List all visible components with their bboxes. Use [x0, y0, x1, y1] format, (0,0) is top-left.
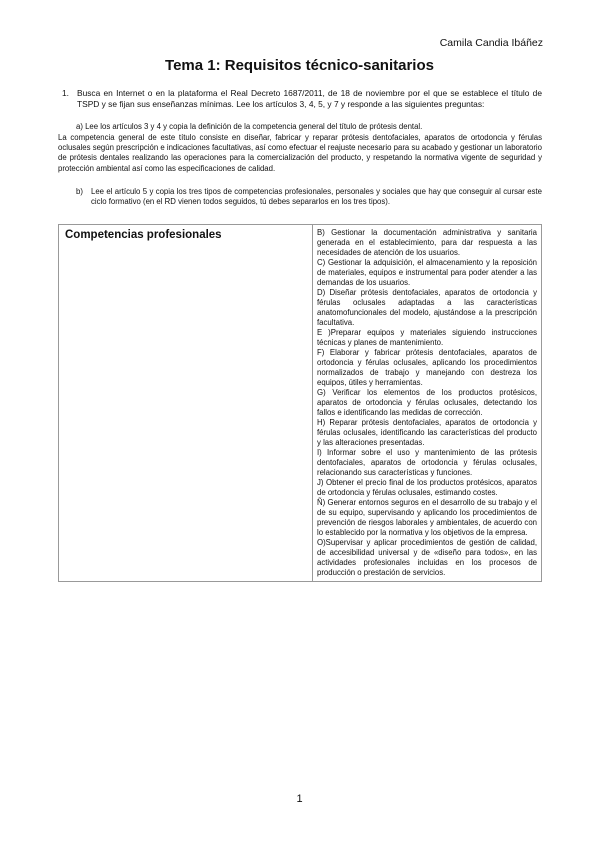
- question-a: a) Lee los artículos 3 y 4 y copia la definición de la competencia general del título de prótesis dental.: [76, 122, 423, 131]
- list-item: E )Preparar equipos y materiales siguiendo instrucciones técnicas y planes de mantenimiento.: [317, 328, 537, 347]
- list-item: O)Supervisar y aplicar procedimientos de gestión de calidad, de accesibilidad universal y de «diseño para todos», en las actividades profesionales incluidas en los procesos de producción o prestación de servicios.: [317, 538, 537, 577]
- list-item: Ñ) Generar entornos seguros en el desarrollo de su trabajo y el de su equipo, supervisando y aplicando los procedimientos de prevención de riesgos laborales y ambientales, de acuerdo con lo establecido por la normativa y los objetivos de la empresa.: [317, 498, 537, 537]
- list-item: B) Gestionar la documentación administrativa y sanitaria generada en el establecimiento, para dar respuesta a las necesidades de atención de los usuarios.: [317, 228, 537, 257]
- list-item: G) Verificar los elementos de los productos protésicos, aparatos de ortodoncia y férulas oclusales, detectando los fallos e identificando las medidas de corrección.: [317, 388, 537, 417]
- list-item: H) Reparar prótesis dentofaciales, aparatos de ortodoncia y férulas oclusales, identificando las características del producto y las alteraciones presentadas.: [317, 418, 537, 447]
- question-b: [76, 187, 542, 207]
- competencias-list: [313, 225, 542, 582]
- question-number: 1.: [62, 88, 69, 98]
- page-number: 1: [296, 793, 303, 805]
- question-1: [62, 88, 542, 109]
- question-1-text: Busca en Internet o en la plataforma el Real Decreto 1687/2011, de 18 de noviembre por el que se establece el título de TSPD y se fijan sus enseñanzas mínimas. Lee los artículos 3, 4, 5, y 7 y responde a las siguientes preguntas:: [77, 88, 542, 109]
- list-item: J) Obtener el precio final de los productos protésicos, aparatos de ortodoncia y férulas oclusales, estimando costes.: [317, 478, 537, 497]
- list-item: I) Informar sobre el uso y mantenimiento de las prótesis dentofaciales, aparatos de ortodoncia y férulas oclusales, relacionando sus características y funciones.: [317, 448, 537, 477]
- list-item: F) Elaborar y fabricar prótesis dentofaciales, aparatos de ortodoncia y férulas oclusales, aplicando los procedimientos normalizados de trabajo y manejando con destreza los equipos, útiles y herramientas.: [317, 348, 537, 387]
- answer-a-paragraph: La competencia general de este título consiste en diseñar, fabricar y reparar prótesis dentofaciales, aparatos de ortodoncia y férulas oclusales según prescripción e indicaciones facultativas, así como efectuar el reajuste necesario para su acabado y gestionar un laboratorio de prótesis dentales realizando las operaciones para la comercialización del producto, y respetando la normativa vigente de seguridad y protección ambiental así como las especificaciones de calidad.: [58, 133, 542, 173]
- page-title: Tema 1: Requisitos técnico-sanitarios: [165, 57, 434, 74]
- competencias-table: [58, 224, 542, 582]
- list-item: D) Diseñar prótesis dentofaciales, aparatos de ortodoncia y férulas oclusales adaptadas a las características anatomofuncionales del modelo, ajustándose a la prescripción facultativa.: [317, 288, 537, 327]
- question-b-text: Lee el artículo 5 y copia los tres tipos de competencias profesionales, personales y sociales que hay que conseguir al cursar este ciclo formativo (en el RD vienen todos seguidos, tú debes separarlos en los tres tipos).: [91, 187, 542, 206]
- list-item: C) Gestionar la adquisición, el almacenamiento y la reposición de materiales, equipos e instrumental para poder atender a las demandas de los usuarios.: [317, 258, 537, 287]
- author-name: Camila Candia Ibáñez: [439, 37, 543, 49]
- question-b-label: b): [76, 187, 83, 196]
- table-heading: Competencias profesionales: [59, 225, 313, 582]
- table-row: [59, 225, 542, 582]
